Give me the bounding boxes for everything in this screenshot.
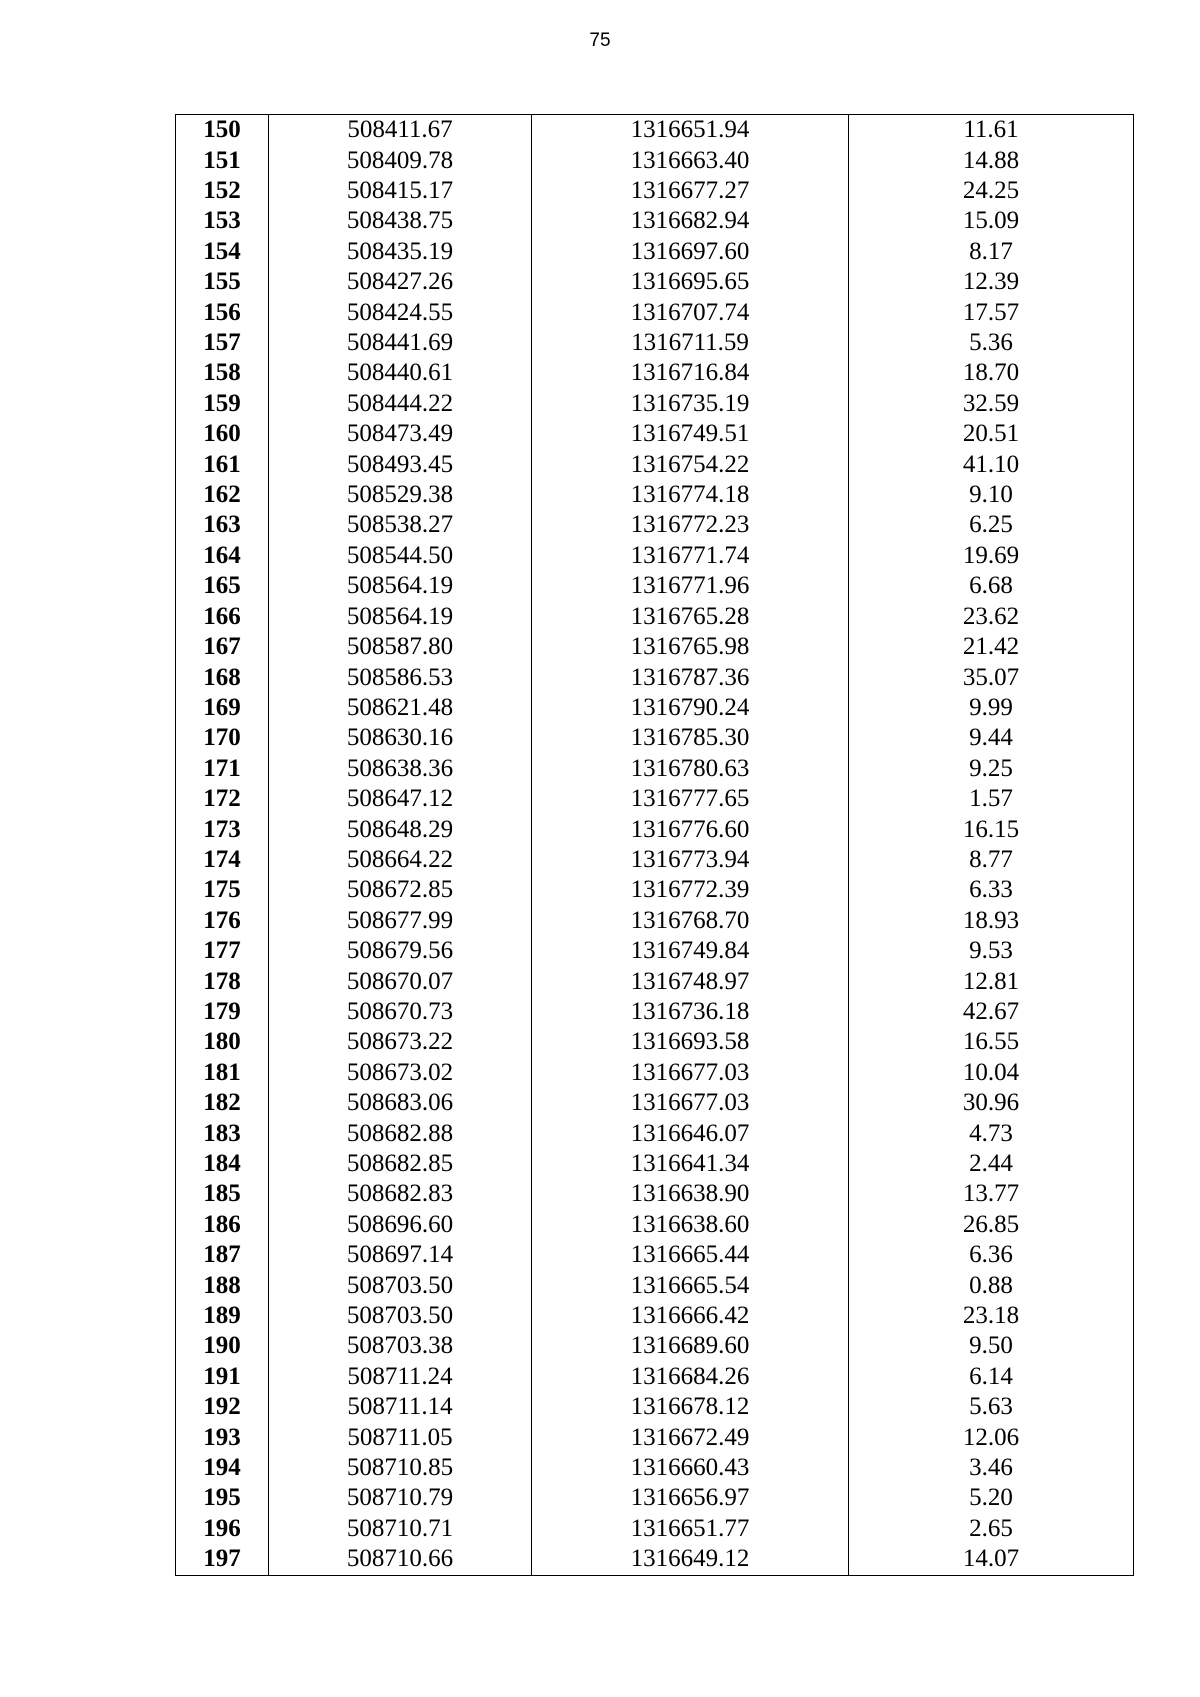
point-number-cell: 150 [176,115,269,146]
point-number-cell: 192 [176,1392,269,1422]
point-number-cell: 175 [176,875,269,905]
table-row [176,632,1134,662]
x-coordinate-cell: 508647.12 [269,784,532,814]
x-coordinate-cell: 508415.17 [269,176,532,206]
x-coordinate-cell: 508587.80 [269,632,532,662]
table-row [176,1362,1134,1392]
segment-length-cell: 23.62 [849,602,1134,632]
y-coordinate-cell: 1316677.27 [532,176,849,206]
point-number-cell: 196 [176,1514,269,1544]
point-number-cell: 167 [176,632,269,662]
y-coordinate-cell: 1316777.65 [532,784,849,814]
point-number-cell: 154 [176,237,269,267]
x-coordinate-cell: 508529.38 [269,480,532,510]
segment-length-cell: 6.68 [849,571,1134,601]
segment-length-cell: 6.36 [849,1240,1134,1270]
point-number-cell: 152 [176,176,269,206]
x-coordinate-cell: 508682.85 [269,1149,532,1179]
x-coordinate-cell: 508673.02 [269,1058,532,1088]
segment-length-cell: 6.33 [849,875,1134,905]
point-number-cell: 188 [176,1270,269,1300]
table-row [176,1270,1134,1300]
y-coordinate-cell: 1316768.70 [532,906,849,936]
table-row [176,237,1134,267]
table-row [176,449,1134,479]
table-row [176,358,1134,388]
table-row [176,1392,1134,1422]
table-row [176,297,1134,327]
table-row [176,1514,1134,1544]
x-coordinate-cell: 508621.48 [269,693,532,723]
table-row [176,1483,1134,1513]
x-coordinate-cell: 508670.07 [269,966,532,996]
y-coordinate-cell: 1316651.77 [532,1514,849,1544]
x-coordinate-cell: 508703.38 [269,1331,532,1361]
segment-length-cell: 5.20 [849,1483,1134,1513]
segment-length-cell: 42.67 [849,997,1134,1027]
segment-length-cell: 17.57 [849,297,1134,327]
segment-length-cell: 24.25 [849,176,1134,206]
x-coordinate-cell: 508677.99 [269,906,532,936]
segment-length-cell: 6.25 [849,510,1134,540]
y-coordinate-cell: 1316684.26 [532,1362,849,1392]
segment-length-cell: 2.65 [849,1514,1134,1544]
y-coordinate-cell: 1316682.94 [532,206,849,236]
point-number-cell: 161 [176,449,269,479]
y-coordinate-cell: 1316773.94 [532,845,849,875]
point-number-cell: 180 [176,1027,269,1057]
segment-length-cell: 26.85 [849,1210,1134,1240]
point-number-cell: 156 [176,297,269,327]
x-coordinate-cell: 508630.16 [269,723,532,753]
segment-length-cell: 0.88 [849,1270,1134,1300]
point-number-cell: 153 [176,206,269,236]
table-row [176,906,1134,936]
table-row [176,1027,1134,1057]
x-coordinate-cell: 508711.14 [269,1392,532,1422]
y-coordinate-cell: 1316678.12 [532,1392,849,1422]
point-number-cell: 172 [176,784,269,814]
table-row [176,602,1134,632]
table-row [176,936,1134,966]
x-coordinate-cell: 508444.22 [269,389,532,419]
y-coordinate-cell: 1316651.94 [532,115,849,146]
table-row [176,723,1134,753]
segment-length-cell: 21.42 [849,632,1134,662]
x-coordinate-cell: 508710.79 [269,1483,532,1513]
y-coordinate-cell: 1316707.74 [532,297,849,327]
x-coordinate-cell: 508438.75 [269,206,532,236]
table-row [176,693,1134,723]
segment-length-cell: 2.44 [849,1149,1134,1179]
table-row [176,571,1134,601]
x-coordinate-cell: 508673.22 [269,1027,532,1057]
table-row [176,1453,1134,1483]
x-coordinate-cell: 508711.05 [269,1422,532,1452]
x-coordinate-cell: 508710.85 [269,1453,532,1483]
point-number-cell: 174 [176,845,269,875]
segment-length-cell: 8.77 [849,845,1134,875]
segment-length-cell: 30.96 [849,1088,1134,1118]
segment-length-cell: 9.25 [849,754,1134,784]
point-number-cell: 170 [176,723,269,753]
point-number-cell: 176 [176,906,269,936]
y-coordinate-cell: 1316771.96 [532,571,849,601]
y-coordinate-cell: 1316689.60 [532,1331,849,1361]
point-number-cell: 157 [176,328,269,358]
table-row [176,480,1134,510]
point-number-cell: 165 [176,571,269,601]
segment-length-cell: 1.57 [849,784,1134,814]
table-row [176,1301,1134,1331]
table-row [176,1544,1134,1575]
y-coordinate-cell: 1316711.59 [532,328,849,358]
point-number-cell: 163 [176,510,269,540]
point-number-cell: 186 [176,1210,269,1240]
x-coordinate-cell: 508638.36 [269,754,532,784]
y-coordinate-cell: 1316771.74 [532,541,849,571]
y-coordinate-cell: 1316665.54 [532,1270,849,1300]
point-number-cell: 160 [176,419,269,449]
y-coordinate-cell: 1316736.18 [532,997,849,1027]
y-coordinate-cell: 1316787.36 [532,662,849,692]
table-row [176,966,1134,996]
table-row [176,875,1134,905]
x-coordinate-cell: 508710.71 [269,1514,532,1544]
x-coordinate-cell: 508703.50 [269,1270,532,1300]
x-coordinate-cell: 508493.45 [269,449,532,479]
x-coordinate-cell: 508424.55 [269,297,532,327]
point-number-cell: 158 [176,358,269,388]
table-row [176,510,1134,540]
table-row [176,1149,1134,1179]
segment-length-cell: 41.10 [849,449,1134,479]
segment-length-cell: 9.10 [849,480,1134,510]
table-row [176,115,1134,146]
y-coordinate-cell: 1316748.97 [532,966,849,996]
point-number-cell: 155 [176,267,269,297]
x-coordinate-cell: 508664.22 [269,845,532,875]
point-number-cell: 162 [176,480,269,510]
y-coordinate-cell: 1316772.23 [532,510,849,540]
x-coordinate-cell: 508411.67 [269,115,532,146]
y-coordinate-cell: 1316785.30 [532,723,849,753]
x-coordinate-cell: 508711.24 [269,1362,532,1392]
y-coordinate-cell: 1316774.18 [532,480,849,510]
table-row [176,1210,1134,1240]
segment-length-cell: 9.50 [849,1331,1134,1361]
x-coordinate-cell: 508473.49 [269,419,532,449]
x-coordinate-cell: 508435.19 [269,237,532,267]
table-row [176,145,1134,175]
table-row [176,754,1134,784]
y-coordinate-cell: 1316638.90 [532,1179,849,1209]
table-row [176,206,1134,236]
y-coordinate-cell: 1316735.19 [532,389,849,419]
table-row [176,1422,1134,1452]
table-row [176,328,1134,358]
point-number-cell: 190 [176,1331,269,1361]
x-coordinate-cell: 508710.66 [269,1544,532,1575]
y-coordinate-cell: 1316749.51 [532,419,849,449]
segment-length-cell: 19.69 [849,541,1134,571]
segment-length-cell: 6.14 [849,1362,1134,1392]
x-coordinate-cell: 508409.78 [269,145,532,175]
segment-length-cell: 18.70 [849,358,1134,388]
segment-length-cell: 16.55 [849,1027,1134,1057]
table-row [176,176,1134,206]
segment-length-cell: 12.39 [849,267,1134,297]
point-number-cell: 181 [176,1058,269,1088]
y-coordinate-cell: 1316646.07 [532,1118,849,1148]
segment-length-cell: 18.93 [849,906,1134,936]
point-number-cell: 189 [176,1301,269,1331]
y-coordinate-cell: 1316695.65 [532,267,849,297]
table-row [176,997,1134,1027]
point-number-cell: 185 [176,1179,269,1209]
segment-length-cell: 12.06 [849,1422,1134,1452]
table-row [176,1118,1134,1148]
point-number-cell: 159 [176,389,269,419]
segment-length-cell: 4.73 [849,1118,1134,1148]
table-row [176,662,1134,692]
point-number-cell: 178 [176,966,269,996]
y-coordinate-cell: 1316776.60 [532,814,849,844]
point-number-cell: 194 [176,1453,269,1483]
x-coordinate-cell: 508586.53 [269,662,532,692]
table-row [176,267,1134,297]
x-coordinate-cell: 508703.50 [269,1301,532,1331]
table-row [176,1088,1134,1118]
point-number-cell: 187 [176,1240,269,1270]
x-coordinate-cell: 508544.50 [269,541,532,571]
x-coordinate-cell: 508683.06 [269,1088,532,1118]
point-number-cell: 197 [176,1544,269,1575]
segment-length-cell: 5.36 [849,328,1134,358]
point-number-cell: 168 [176,662,269,692]
x-coordinate-cell: 508648.29 [269,814,532,844]
table-row [176,1240,1134,1270]
segment-length-cell: 14.88 [849,145,1134,175]
y-coordinate-cell: 1316663.40 [532,145,849,175]
segment-length-cell: 5.63 [849,1392,1134,1422]
point-number-cell: 182 [176,1088,269,1118]
x-coordinate-cell: 508441.69 [269,328,532,358]
x-coordinate-cell: 508538.27 [269,510,532,540]
page-number: 75 [589,30,611,51]
x-coordinate-cell: 508679.56 [269,936,532,966]
y-coordinate-cell: 1316666.42 [532,1301,849,1331]
y-coordinate-cell: 1316780.63 [532,754,849,784]
y-coordinate-cell: 1316790.24 [532,693,849,723]
coordinates-table [175,114,1134,1576]
point-number-cell: 193 [176,1422,269,1452]
x-coordinate-cell: 508440.61 [269,358,532,388]
point-number-cell: 164 [176,541,269,571]
point-number-cell: 191 [176,1362,269,1392]
table-row [176,1179,1134,1209]
table-row [176,814,1134,844]
y-coordinate-cell: 1316638.60 [532,1210,849,1240]
y-coordinate-cell: 1316765.98 [532,632,849,662]
y-coordinate-cell: 1316754.22 [532,449,849,479]
segment-length-cell: 14.07 [849,1544,1134,1575]
point-number-cell: 166 [176,602,269,632]
y-coordinate-cell: 1316765.28 [532,602,849,632]
x-coordinate-cell: 508697.14 [269,1240,532,1270]
x-coordinate-cell: 508670.73 [269,997,532,1027]
x-coordinate-cell: 508564.19 [269,602,532,632]
point-number-cell: 151 [176,145,269,175]
segment-length-cell: 16.15 [849,814,1134,844]
segment-length-cell: 12.81 [849,966,1134,996]
table-row [176,419,1134,449]
y-coordinate-cell: 1316672.49 [532,1422,849,1452]
segment-length-cell: 10.04 [849,1058,1134,1088]
y-coordinate-cell: 1316716.84 [532,358,849,388]
x-coordinate-cell: 508564.19 [269,571,532,601]
segment-length-cell: 9.53 [849,936,1134,966]
point-number-cell: 195 [176,1483,269,1513]
y-coordinate-cell: 1316749.84 [532,936,849,966]
y-coordinate-cell: 1316693.58 [532,1027,849,1057]
x-coordinate-cell: 508427.26 [269,267,532,297]
x-coordinate-cell: 508682.83 [269,1179,532,1209]
y-coordinate-cell: 1316772.39 [532,875,849,905]
segment-length-cell: 20.51 [849,419,1134,449]
y-coordinate-cell: 1316660.43 [532,1453,849,1483]
point-number-cell: 179 [176,997,269,1027]
x-coordinate-cell: 508682.88 [269,1118,532,1148]
point-number-cell: 173 [176,814,269,844]
point-number-cell: 177 [176,936,269,966]
table-row [176,784,1134,814]
segment-length-cell: 3.46 [849,1453,1134,1483]
segment-length-cell: 11.61 [849,115,1134,146]
segment-length-cell: 13.77 [849,1179,1134,1209]
segment-length-cell: 23.18 [849,1301,1134,1331]
point-number-cell: 169 [176,693,269,723]
segment-length-cell: 15.09 [849,206,1134,236]
y-coordinate-cell: 1316665.44 [532,1240,849,1270]
segment-length-cell: 32.59 [849,389,1134,419]
table-row [176,1331,1134,1361]
y-coordinate-cell: 1316641.34 [532,1149,849,1179]
point-number-cell: 183 [176,1118,269,1148]
x-coordinate-cell: 508672.85 [269,875,532,905]
segment-length-cell: 9.99 [849,693,1134,723]
table-row [176,1058,1134,1088]
point-number-cell: 171 [176,754,269,784]
segment-length-cell: 9.44 [849,723,1134,753]
point-number-cell: 184 [176,1149,269,1179]
table-row [176,845,1134,875]
y-coordinate-cell: 1316649.12 [532,1544,849,1575]
coordinates-table-body [176,115,1134,1576]
y-coordinate-cell: 1316656.97 [532,1483,849,1513]
y-coordinate-cell: 1316697.60 [532,237,849,267]
segment-length-cell: 8.17 [849,237,1134,267]
x-coordinate-cell: 508696.60 [269,1210,532,1240]
y-coordinate-cell: 1316677.03 [532,1058,849,1088]
y-coordinate-cell: 1316677.03 [532,1088,849,1118]
segment-length-cell: 35.07 [849,662,1134,692]
table-row [176,389,1134,419]
table-row [176,541,1134,571]
